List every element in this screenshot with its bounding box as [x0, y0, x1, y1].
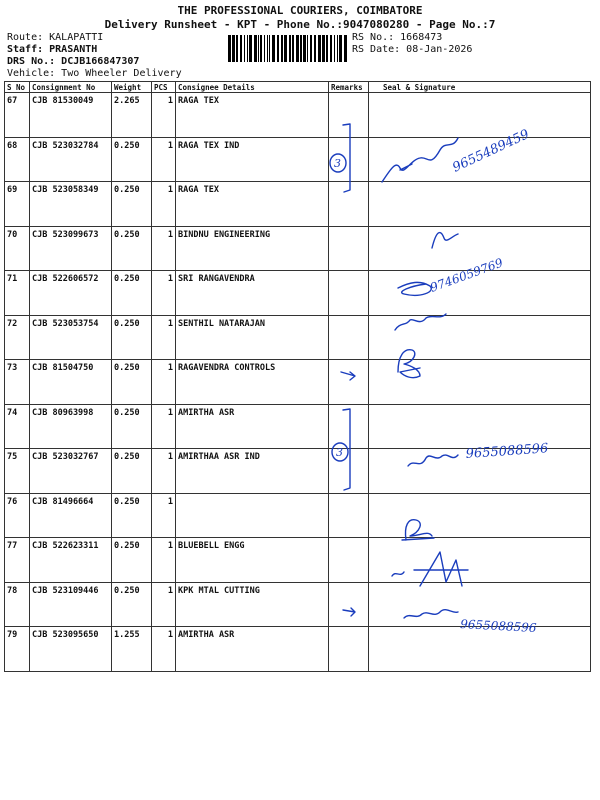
barcode-bar [258, 35, 259, 62]
signature-cell [369, 538, 591, 583]
sno-cell: 67 [5, 93, 30, 138]
table-row [5, 449, 591, 494]
rs-date: RS Date: 08-Jan-2026 [352, 44, 473, 55]
barcode-bar [228, 35, 231, 62]
weight-cell: 0.250 [112, 182, 152, 227]
sno-cell: 71 [5, 271, 30, 316]
signature-cell [369, 449, 591, 494]
consignment-cell: CJB 522606572 [30, 271, 112, 316]
remarks-cell [329, 93, 369, 138]
table-row [5, 182, 591, 227]
pcs-cell: 1 [152, 315, 176, 360]
pcs-cell: 1 [152, 538, 176, 583]
weight-cell: 1.255 [112, 627, 152, 672]
consignment-cell: CJB 523109446 [30, 582, 112, 627]
sno-cell: 69 [5, 182, 30, 227]
table-row [5, 493, 591, 538]
consignee-cell: BLUEBELL ENGG [176, 538, 329, 583]
signature-cell [369, 627, 591, 672]
consignment-cell: CJB 523095650 [30, 627, 112, 672]
barcode-image [228, 35, 348, 62]
barcode-bar [260, 35, 262, 62]
weight-cell: 0.250 [112, 271, 152, 316]
consignee-cell: AMIRTHAA ASR IND [176, 449, 329, 494]
handwritten-phone-4: 9655088596 [459, 617, 537, 635]
remarks-cell [329, 271, 369, 316]
consignee-cell: AMIRTHA ASR [176, 627, 329, 672]
barcode-bar [310, 35, 312, 62]
remarks-cell [329, 315, 369, 360]
col-remarks: Remarks [329, 82, 369, 93]
barcode-bar [318, 35, 321, 62]
barcode-bar [337, 35, 338, 62]
signature-cell [369, 271, 591, 316]
pcs-cell: 1 [152, 493, 176, 538]
weight-cell: 0.250 [112, 226, 152, 271]
pcs-cell: 1 [152, 226, 176, 271]
consignee-cell: RAGA TEX IND [176, 137, 329, 182]
signature-cell [369, 360, 591, 405]
pcs-cell: 1 [152, 582, 176, 627]
barcode-bar [247, 35, 248, 62]
col-pcs: PCS [152, 82, 176, 93]
consignee-cell: SENTHIL NATARAJAN [176, 315, 329, 360]
consignee-cell: KPK MTAL CUTTING [176, 582, 329, 627]
table-row [5, 226, 591, 271]
table-row [5, 404, 591, 449]
barcode-bar [300, 35, 302, 62]
barcode-bar [240, 35, 242, 62]
barcode-bar [272, 35, 275, 62]
sno-cell: 68 [5, 137, 30, 182]
rs-number: RS No.: 1668473 [352, 32, 443, 43]
signature-cell [369, 226, 591, 271]
sno-cell: 73 [5, 360, 30, 405]
weight-cell: 2.265 [112, 93, 152, 138]
consignee-cell: RAGA TEX [176, 93, 329, 138]
sno-cell: 75 [5, 449, 30, 494]
barcode-bar [334, 35, 335, 62]
pcs-cell: 1 [152, 449, 176, 494]
barcode-bar [303, 35, 306, 62]
route-label: Route: KALAPATTI [7, 32, 104, 43]
col-signature: Seal & Signature [369, 82, 591, 93]
remarks-cell [329, 404, 369, 449]
barcode-bar [322, 35, 325, 62]
remarks-cell [329, 182, 369, 227]
weight-cell: 0.250 [112, 315, 152, 360]
sno-cell: 70 [5, 226, 30, 271]
consignee-cell: RAGA TEX [176, 182, 329, 227]
pcs-cell: 1 [152, 137, 176, 182]
barcode-bar [307, 35, 308, 62]
staff-label: Staff: PRASANTH [7, 44, 98, 55]
barcode-bar [344, 35, 347, 62]
circle-mark-2-digit: 3 [336, 446, 343, 459]
pcs-cell: 1 [152, 182, 176, 227]
handwritten-phone-3: 9655088596 [465, 441, 549, 462]
consignee-cell [176, 493, 329, 538]
col-consignment: Consignment No [30, 82, 112, 93]
barcode-bar [269, 35, 270, 62]
weight-cell: 0.250 [112, 449, 152, 494]
consignee-cell: SRI RANGAVENDRA [176, 271, 329, 316]
table-row [5, 627, 591, 672]
pcs-cell: 1 [152, 404, 176, 449]
handwritten-phone-1: 9655489459 [450, 127, 532, 176]
consignment-cell: CJB 523032767 [30, 449, 112, 494]
table-row [5, 538, 591, 583]
runsheet-table [4, 81, 591, 672]
barcode-bar [330, 35, 332, 62]
weight-cell: 0.250 [112, 360, 152, 405]
table-header-row [5, 82, 591, 93]
consignment-cell: CJB 523099673 [30, 226, 112, 271]
barcode-bar [249, 35, 252, 62]
remarks-cell [329, 449, 369, 494]
circle-mark-1-digit: 3 [334, 157, 341, 170]
table-row [5, 315, 591, 360]
weight-cell: 0.250 [112, 137, 152, 182]
table-row [5, 360, 591, 405]
signature-cell [369, 182, 591, 227]
remarks-cell [329, 538, 369, 583]
barcode-bar [232, 35, 235, 62]
barcode-bar [277, 35, 279, 62]
consignee-cell: RAGAVENDRA CONTROLS [176, 360, 329, 405]
consignee-cell: AMIRTHA ASR [176, 404, 329, 449]
sno-cell: 78 [5, 582, 30, 627]
barcode-bar [292, 35, 294, 62]
consignment-cell: CJB 81496664 [30, 493, 112, 538]
col-weight: Weight [112, 82, 152, 93]
remarks-cell [329, 137, 369, 182]
barcode-bar [267, 35, 268, 62]
vehicle-label: Vehicle: Two Wheeler Delivery [7, 68, 182, 79]
remarks-cell [329, 627, 369, 672]
handwritten-phone-2: 9746059769 [428, 255, 505, 295]
signature-cell [369, 315, 591, 360]
consignment-cell: CJB 523032784 [30, 137, 112, 182]
barcode-bar [289, 35, 291, 62]
weight-cell: 0.250 [112, 404, 152, 449]
col-consignee: Consignee Details [176, 82, 329, 93]
barcode-bar [264, 35, 265, 62]
consignment-cell: CJB 523058349 [30, 182, 112, 227]
table-row [5, 137, 591, 182]
barcode-bar [244, 35, 245, 62]
signature-cell [369, 493, 591, 538]
sno-cell: 74 [5, 404, 30, 449]
table-row [5, 93, 591, 138]
consignment-cell: CJB 523053754 [30, 315, 112, 360]
table-row [5, 582, 591, 627]
signature-cell [369, 404, 591, 449]
barcode-bar [339, 35, 342, 62]
sno-cell: 76 [5, 493, 30, 538]
consignee-cell: BINDNU ENGINEERING [176, 226, 329, 271]
barcode-bar [314, 35, 316, 62]
consignment-cell: CJB 81504750 [30, 360, 112, 405]
remarks-cell [329, 582, 369, 627]
drs-label: DRS No.: DCJB166847307 [7, 56, 140, 67]
barcode-bar [284, 35, 287, 62]
table-row [5, 271, 591, 316]
sno-cell: 79 [5, 627, 30, 672]
remarks-cell [329, 226, 369, 271]
weight-cell: 0.250 [112, 493, 152, 538]
pcs-cell: 1 [152, 360, 176, 405]
pcs-cell: 1 [152, 93, 176, 138]
company-title: THE PROFESSIONAL COURIERS, COIMBATORE [177, 4, 423, 17]
sno-cell: 77 [5, 538, 30, 583]
barcode-bar [254, 35, 257, 62]
signature-cell [369, 137, 591, 182]
barcode-bar [236, 35, 238, 62]
col-sno: S No [5, 82, 30, 93]
barcode-bar [326, 35, 328, 62]
signature-cell [369, 93, 591, 138]
consignment-cell: CJB 81530049 [30, 93, 112, 138]
sno-cell: 72 [5, 315, 30, 360]
consignment-cell: CJB 522623311 [30, 538, 112, 583]
signature-cell [369, 582, 591, 627]
pcs-cell: 1 [152, 271, 176, 316]
pcs-cell: 1 [152, 627, 176, 672]
remarks-cell [329, 493, 369, 538]
runsheet-subtitle: Delivery Runsheet - KPT - Phone No.:9047080280 - Page No.:7 [104, 18, 496, 31]
consignment-cell: CJB 80963998 [30, 404, 112, 449]
barcode-bar [281, 35, 283, 62]
remarks-cell [329, 360, 369, 405]
weight-cell: 0.250 [112, 538, 152, 583]
weight-cell: 0.250 [112, 582, 152, 627]
barcode-bar [296, 35, 299, 62]
